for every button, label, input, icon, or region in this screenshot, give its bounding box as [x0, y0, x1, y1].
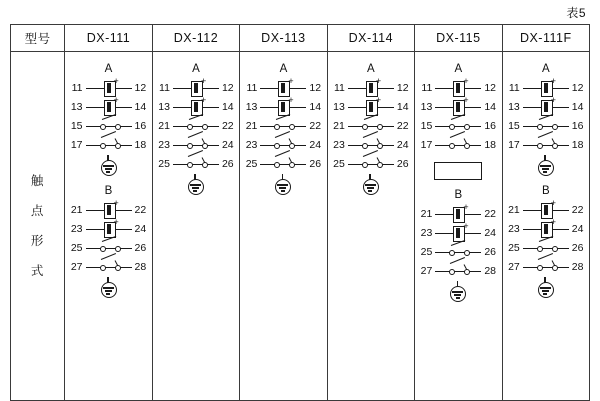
terminal-number-left: 15: [420, 119, 433, 132]
contact-row: [65, 238, 151, 257]
terminal-number-right: 18: [571, 138, 584, 151]
terminal-number-right: 24: [221, 138, 234, 151]
terminal-number-left: 17: [420, 138, 433, 151]
ground-symbol-wrap: [65, 156, 151, 180]
contact-group-label: A: [104, 63, 113, 75]
contact-row: [415, 75, 501, 97]
contact-row: [153, 154, 239, 173]
terminal-number-left: 11: [421, 81, 433, 94]
row-label-char-1: 点: [30, 204, 45, 218]
contact-row: [328, 75, 414, 97]
diagram-dx-111: [65, 52, 151, 400]
contact-row: [65, 257, 151, 276]
contact-row: [153, 135, 239, 154]
coil-symbol-icon: +: [86, 220, 132, 238]
terminal-number-right: 16: [571, 119, 584, 132]
terminal-number-left: 11: [71, 81, 83, 94]
terminal-number-left: 27: [508, 260, 520, 273]
terminal-number-left: 13: [420, 100, 433, 113]
terminal-block-icon: [434, 162, 482, 180]
contact-group-label: A: [192, 63, 200, 75]
contact-row: [415, 242, 501, 261]
terminal-number-right: 24: [571, 222, 584, 235]
contact-row: [240, 116, 326, 135]
contact-group-label: B: [104, 185, 113, 197]
contact-row: [503, 135, 589, 154]
contact-group: [415, 188, 501, 306]
contact-row: [503, 94, 589, 116]
coil-symbol-icon: +: [86, 79, 132, 97]
normally-closed-contact-icon: [523, 136, 569, 154]
contact-row: [153, 94, 239, 116]
terminal-number-right: 22: [484, 207, 496, 220]
terminal-number-left: 13: [70, 100, 83, 113]
terminal-number-right: 24: [309, 138, 322, 151]
cell-dx-114: [327, 52, 414, 401]
terminal-number-right: 14: [484, 100, 496, 113]
contact-group: [328, 62, 414, 199]
terminal-number-left: 11: [333, 81, 345, 94]
coil-symbol-icon: +: [86, 98, 132, 116]
ground-icon: [449, 285, 467, 303]
cell-dx-113: [240, 52, 327, 401]
ground-symbol-wrap: [328, 175, 414, 199]
contact-row: [503, 216, 589, 238]
ground-icon: [537, 159, 555, 177]
contact-row: [503, 116, 589, 135]
cell-dx-111f: [502, 52, 589, 401]
contact-group: [503, 184, 589, 302]
terminal-number-right: 26: [134, 241, 147, 254]
terminal-number-right: 28: [571, 260, 584, 273]
contact-row: [65, 216, 151, 238]
header-model-2: DX-113: [240, 25, 327, 52]
contact-group: [65, 184, 151, 302]
terminal-number-left: 11: [159, 81, 170, 94]
terminal-number-left: 13: [508, 100, 520, 113]
header-row-label: 型号: [11, 25, 65, 52]
terminal-number-right: 12: [134, 81, 147, 94]
header-model-4: DX-115: [415, 25, 502, 52]
normally-closed-contact-icon: [86, 136, 132, 154]
table-caption: 表5: [566, 6, 586, 20]
ground-icon: [362, 178, 380, 196]
contact-group: [153, 62, 239, 199]
terminal-number-right: 26: [309, 157, 322, 170]
contact-row: [503, 257, 589, 276]
coil-symbol-icon: +: [348, 98, 394, 116]
contact-row: [240, 94, 326, 116]
normally-open-contact-icon: [523, 117, 569, 135]
terminal-number-right: 22: [309, 119, 322, 132]
contact-row: [328, 154, 414, 173]
terminal-number-left: 21: [508, 203, 520, 216]
terminal-number-right: 26: [221, 157, 234, 170]
header-row: [11, 25, 590, 52]
contact-group-label: A: [541, 63, 550, 75]
terminal-number-left: 23: [333, 138, 345, 151]
contact-row: [65, 135, 151, 154]
terminal-number-right: 22: [134, 203, 147, 216]
terminal-number-left: 21: [70, 203, 83, 216]
terminal-number-left: 15: [70, 119, 83, 132]
terminal-number-right: 16: [484, 119, 496, 132]
diagram-dx-114: [328, 52, 414, 400]
terminal-number-left: 21: [420, 207, 433, 220]
header-model-3: DX-114: [327, 25, 414, 52]
contact-row: [328, 94, 414, 116]
terminal-number-right: 18: [484, 138, 496, 151]
ground-icon: [274, 178, 292, 196]
terminal-number-right: 24: [396, 138, 409, 151]
diagram-dx-111f: [503, 52, 589, 400]
terminal-number-left: 11: [508, 81, 520, 94]
contact-row: [415, 261, 501, 280]
normally-closed-contact-icon: [86, 258, 132, 276]
header-model-0: DX-111: [65, 25, 152, 52]
terminal-number-left: 21: [158, 119, 170, 132]
contact-row: [415, 116, 501, 135]
terminal-number-right: 14: [221, 100, 234, 113]
terminal-number-left: 27: [70, 260, 83, 273]
coil-symbol-icon: +: [173, 98, 219, 116]
cell-dx-111: [65, 52, 152, 401]
contact-row: [65, 94, 151, 116]
normally-closed-contact-icon: [173, 136, 219, 154]
coil-symbol-icon: +: [348, 79, 394, 97]
terminal-number-right: 12: [571, 81, 584, 94]
ground-icon: [537, 281, 555, 299]
contact-group-label: A: [367, 63, 375, 75]
row-label-char-0: 触: [30, 174, 45, 188]
contact-group-label: A: [279, 63, 288, 75]
coil-symbol-icon: +: [260, 98, 306, 116]
coil-symbol-icon: +: [435, 98, 481, 116]
normally-closed-contact-icon: [260, 136, 306, 154]
diagram-dx-112: [153, 52, 239, 400]
ground-symbol-wrap: [240, 175, 326, 199]
terminal-number-left: 17: [70, 138, 83, 151]
contact-group: [240, 62, 326, 199]
normally-open-contact-icon: [260, 117, 306, 135]
normally-open-contact-icon: [523, 239, 569, 257]
diagram-dx-113: [240, 52, 326, 400]
normally-open-contact-icon: [173, 117, 219, 135]
table-row: [11, 52, 590, 401]
terminal-number-right: 14: [309, 100, 322, 113]
contact-group-label: B: [454, 189, 463, 201]
terminal-number-right: 16: [134, 119, 147, 132]
ground-icon: [100, 159, 118, 177]
terminal-block-symbol-wrap: [415, 162, 501, 184]
terminal-number-left: 25: [70, 241, 83, 254]
normally-closed-contact-icon: [348, 155, 394, 173]
terminal-number-right: 28: [484, 264, 496, 277]
terminal-number-right: 18: [134, 138, 147, 151]
cell-dx-115: [415, 52, 502, 401]
terminal-number-left: 23: [245, 138, 258, 151]
contact-row: [153, 75, 239, 97]
contact-row: [240, 135, 326, 154]
contact-row: [503, 197, 589, 219]
coil-symbol-icon: +: [260, 79, 306, 97]
terminal-number-left: 23: [70, 222, 83, 235]
terminal-number-left: 21: [245, 119, 258, 132]
row-label-char-2: 形: [30, 234, 45, 248]
terminal-number-right: 12: [484, 81, 496, 94]
terminal-number-left: 23: [420, 226, 433, 239]
terminal-number-left: 25: [333, 157, 345, 170]
terminal-number-left: 23: [508, 222, 520, 235]
coil-symbol-icon: +: [86, 201, 132, 219]
contact-row: [328, 135, 414, 154]
terminal-number-left: 13: [333, 100, 345, 113]
contact-row: [65, 197, 151, 219]
contact-form-table: [10, 24, 590, 401]
terminal-number-right: 22: [396, 119, 409, 132]
terminal-number-right: 14: [396, 100, 409, 113]
terminal-number-left: 11: [246, 81, 258, 94]
normally-open-contact-icon: [435, 117, 481, 135]
terminal-number-left: 25: [508, 241, 520, 254]
contact-row: [240, 154, 326, 173]
terminal-number-right: 26: [571, 241, 584, 254]
table-header: [11, 25, 590, 52]
header-model-5: DX-111F: [502, 25, 589, 52]
ground-symbol-wrap: [503, 156, 589, 180]
contact-row: [415, 94, 501, 116]
normally-closed-contact-icon: [348, 136, 394, 154]
terminal-number-left: 17: [508, 138, 520, 151]
terminal-number-right: 12: [396, 81, 409, 94]
terminal-number-right: 14: [134, 100, 147, 113]
terminal-number-right: 12: [309, 81, 322, 94]
normally-closed-contact-icon: [260, 155, 306, 173]
normally-closed-contact-icon: [523, 258, 569, 276]
terminal-number-left: 23: [158, 138, 170, 151]
ground-icon: [187, 178, 205, 196]
terminal-number-left: 25: [158, 157, 170, 170]
cell-dx-112: [152, 52, 239, 401]
coil-symbol-icon: +: [523, 79, 569, 97]
normally-open-contact-icon: [435, 243, 481, 261]
terminal-number-right: 12: [221, 81, 234, 94]
terminal-number-right: 26: [396, 157, 409, 170]
contact-row: [65, 75, 151, 97]
coil-symbol-icon: +: [435, 224, 481, 242]
contact-row: [240, 75, 326, 97]
contact-row: [503, 238, 589, 257]
coil-symbol-icon: +: [523, 201, 569, 219]
terminal-number-right: 26: [484, 245, 496, 258]
contact-group: [415, 62, 501, 184]
contact-row: [503, 75, 589, 97]
normally-open-contact-icon: [348, 117, 394, 135]
coil-symbol-icon: +: [523, 220, 569, 238]
terminal-number-right: 14: [571, 100, 584, 113]
coil-symbol-icon: +: [523, 98, 569, 116]
table-body: [11, 52, 590, 401]
terminal-number-left: 13: [245, 100, 258, 113]
contact-row: [415, 135, 501, 154]
normally-closed-contact-icon: [435, 262, 481, 280]
terminal-number-right: 24: [484, 226, 496, 239]
terminal-number-left: 15: [508, 119, 520, 132]
contact-row: [328, 116, 414, 135]
normally-closed-contact-icon: [435, 136, 481, 154]
ground-symbol-wrap: [415, 282, 501, 306]
contact-row: [153, 116, 239, 135]
contact-row: [415, 220, 501, 242]
terminal-number-left: 27: [420, 264, 433, 277]
terminal-number-left: 21: [333, 119, 345, 132]
terminal-number-right: 24: [134, 222, 147, 235]
contact-group-label: B: [541, 185, 550, 197]
terminal-number-left: 13: [158, 100, 170, 113]
contact-group-label: A: [454, 63, 463, 75]
row-label-contact-form: [11, 52, 65, 401]
normally-closed-contact-icon: [173, 155, 219, 173]
header-model-1: DX-112: [152, 25, 239, 52]
terminal-number-right: 22: [571, 203, 584, 216]
contact-group: [65, 62, 151, 180]
contact-row: [415, 201, 501, 223]
contact-row: [65, 116, 151, 135]
terminal-number-left: 25: [420, 245, 433, 258]
terminal-number-right: 22: [221, 119, 234, 132]
ground-icon: [100, 281, 118, 299]
ground-symbol-wrap: [65, 278, 151, 302]
ground-symbol-wrap: [503, 278, 589, 302]
coil-symbol-icon: +: [435, 205, 481, 223]
normally-open-contact-icon: [86, 117, 132, 135]
row-label-char-3: 式: [30, 264, 45, 278]
terminal-number-right: 28: [134, 260, 147, 273]
contact-group: [503, 62, 589, 180]
coil-symbol-icon: +: [173, 79, 219, 97]
coil-symbol-icon: +: [435, 79, 481, 97]
ground-symbol-wrap: [153, 175, 239, 199]
terminal-number-left: 25: [245, 157, 258, 170]
diagram-dx-115: [415, 52, 501, 400]
normally-open-contact-icon: [86, 239, 132, 257]
